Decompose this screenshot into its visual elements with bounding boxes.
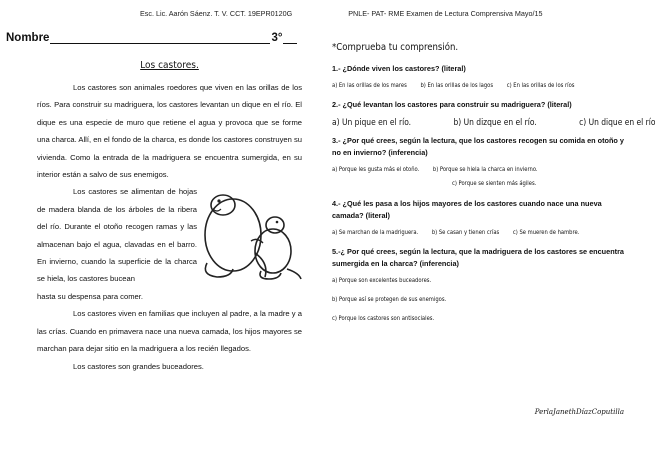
q5-option-c[interactable]: c) Porque los castores son antisociales. bbox=[332, 316, 435, 322]
question-3: 3.- ¿Por qué crees, según la lectura, que los castores recogen su comida en otoño y no en invierno? (inferencia) bbox=[332, 136, 624, 157]
exam-header bbox=[140, 9, 580, 18]
author-signature: PerlaJanethDíazCoputilla bbox=[534, 408, 624, 416]
q5-option-b[interactable]: b) Porque así se protegen de sus enemigos. bbox=[332, 297, 447, 303]
paragraph-4: Los castores son grandes buceadores. bbox=[73, 361, 204, 371]
question-3-options bbox=[332, 165, 628, 175]
paragraph-2-end: hasta su despensa para comer. bbox=[37, 291, 143, 301]
beaver-illustration bbox=[195, 183, 310, 281]
name-line bbox=[6, 32, 297, 44]
name-blank[interactable] bbox=[50, 33, 270, 44]
q2-option-a[interactable]: a) Un pique en el río. bbox=[332, 117, 412, 127]
q2-option-c[interactable]: c) Un dique en el río bbox=[579, 117, 655, 127]
q4-option-a[interactable]: a) Se marchan de la madriguera. bbox=[332, 230, 419, 236]
paragraph-2-block bbox=[37, 183, 302, 287]
question-1: 1.- ¿Dónde viven los castores? (literal) bbox=[332, 64, 466, 73]
group-blank[interactable] bbox=[283, 33, 297, 44]
q1-option-b[interactable]: b) En las orillas de los lagos bbox=[420, 83, 494, 89]
question-5: 5.-¿ Por qué crees, según la lectura, que la madriguera de los castores se encuentra sumergida en la charca? (inferencia) bbox=[332, 247, 624, 268]
comprehension-quiz bbox=[332, 42, 655, 333]
question-4-options bbox=[332, 228, 628, 238]
paragraph-1: Los castores son animales roedores que viven en las orillas de los ríos. Para construir su madriguera, los castores levantan un dique en el río. El dique es una especie de muro que retiene el agua y provoca que se forme una charca. Allí, en el fondo de la charca, es donde los castores construyen su vivienda. Como la entrada de la madriguera se encuentra sumergida, en su interior están a salvo de sus enemigos. bbox=[37, 83, 302, 180]
exam-info: PNLE- PAT- RME Examen de Lectura Comprensiva Mayo/15 bbox=[348, 9, 543, 18]
q3-option-a[interactable]: a) Porque les gusta más el otoño. bbox=[332, 167, 420, 173]
question-4: 4.- ¿Qué les pasa a los hijos mayores de los castores cuando nace una nueva camada? (literal) bbox=[332, 199, 602, 220]
paragraph-3: Los castores viven en familias que incluyen al padre, a la madre y a las crías. Cuando en primavera nace una nueva camada, los hijos mayores se marchan para dejar sitio en la madriguera a los recién llegados. bbox=[37, 309, 302, 354]
story-title: Los castores. bbox=[140, 60, 199, 71]
paragraph-2: Los castores se alimentan de hojas de madera blanda de los árboles de la ribera del río. Durante el otoño recogen ramas y las almacenan bajo el agua, clavadas en el barro. En invierno, cuando la superficie de la charca se hiela, los castores bucean bbox=[37, 187, 197, 284]
school-info: Esc. Lic. Aarón Sáenz. T. V. CCT. 19EPR0120G bbox=[140, 9, 293, 18]
q4-option-b[interactable]: b) Se casan y tienen crías bbox=[431, 230, 500, 236]
name-label: Nombre bbox=[6, 32, 50, 44]
question-2: 2.- ¿Qué levantan los castores para construir su madriguera? (literal) bbox=[332, 100, 572, 109]
q4-option-c[interactable]: c) Se mueren de hambre. bbox=[512, 230, 580, 236]
q3-option-b[interactable]: b) Porque se hiela la charca en invierno. bbox=[432, 167, 538, 173]
q5-option-a[interactable]: a) Porque son excelentes buceadores. bbox=[332, 278, 432, 284]
quiz-title: *Comprueba tu comprensión. bbox=[332, 42, 459, 53]
q3-option-c[interactable]: c) Porque se sienten más ágiles. bbox=[452, 181, 537, 187]
question-1-options bbox=[332, 81, 628, 91]
reading-passage bbox=[37, 58, 302, 375]
question-2-options bbox=[332, 117, 655, 127]
grade-label: 3° bbox=[271, 32, 283, 44]
q1-option-c[interactable]: c) En las orillas de los ríos bbox=[506, 83, 575, 89]
q1-option-a[interactable]: a) En las orillas de los mares bbox=[332, 83, 407, 89]
q2-option-b[interactable]: b) Un dizque en el río. bbox=[453, 117, 537, 127]
